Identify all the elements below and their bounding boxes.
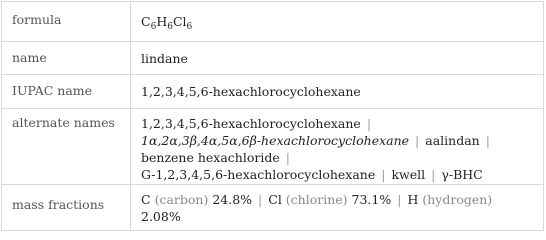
mass-fraction-value: 2.08%: [141, 209, 181, 224]
formula-c: C: [141, 14, 151, 29]
separator: |: [485, 133, 490, 148]
alt-name: G-1,2,3,4,5,6-hexachlorocyclohexane: [141, 167, 376, 182]
element-name: (chlorine): [285, 192, 348, 207]
formula-cl-count: 6: [186, 22, 193, 32]
row-formula: [2, 2, 543, 41]
formula-h: H: [156, 14, 168, 29]
mass-fraction-value: 24.8%: [212, 192, 253, 207]
label-formula: formula: [12, 12, 62, 27]
separator: |: [285, 150, 290, 165]
row-name: [2, 41, 543, 74]
value-formula: [141, 13, 533, 30]
separator: |: [381, 167, 386, 182]
formula-cl: Cl: [172, 14, 187, 29]
element-symbol: C: [141, 192, 151, 207]
label-mass-fractions: mass fractions: [12, 197, 105, 212]
label-iupac: IUPAC name: [12, 83, 93, 98]
alt-line-3: [141, 149, 533, 166]
separator: |: [415, 133, 420, 148]
row-iupac: [2, 74, 543, 108]
element-name: (carbon): [154, 192, 209, 207]
label-alternate-names: alternate names: [12, 115, 115, 130]
value-mass-fractions: [141, 191, 533, 225]
alt-name: aalindan: [425, 133, 480, 148]
element-symbol: H: [407, 192, 419, 207]
row-mass-fractions: [2, 184, 543, 231]
alt-name: kwell: [391, 167, 426, 182]
formula-h-count: 6: [167, 22, 173, 32]
alt-name: γ-BHC: [441, 167, 483, 182]
alt-line-1: [141, 115, 533, 132]
mass-line-2: [141, 208, 533, 225]
alt-name: benzene hexachloride: [141, 150, 280, 165]
formula-c-count: 6: [150, 22, 157, 32]
separator: |: [397, 192, 402, 207]
alt-name: 1,2,3,4,5,6-hexachlorocyclohexane: [141, 116, 361, 131]
element-name: (hydrogen): [422, 192, 493, 207]
separator: |: [258, 192, 263, 207]
alt-line-2: [141, 132, 533, 149]
alt-name: 1α,2α,3β,4α,5α,6β-hexachlorocyclohexane: [141, 133, 410, 148]
separator: |: [431, 167, 436, 182]
value-name: lindane: [141, 51, 188, 66]
label-name: name: [12, 50, 47, 65]
row-alternate-names: [2, 108, 543, 184]
element-symbol: Cl: [268, 192, 282, 207]
value-alternate-names: [141, 115, 533, 183]
mass-fraction-value: 73.1%: [351, 192, 392, 207]
separator: |: [366, 116, 372, 131]
properties-table: [1, 1, 544, 231]
alt-line-4: [141, 166, 533, 183]
mass-line-1: [141, 191, 533, 208]
value-iupac: 1,2,3,4,5,6-hexachlorocyclohexane: [141, 84, 361, 99]
